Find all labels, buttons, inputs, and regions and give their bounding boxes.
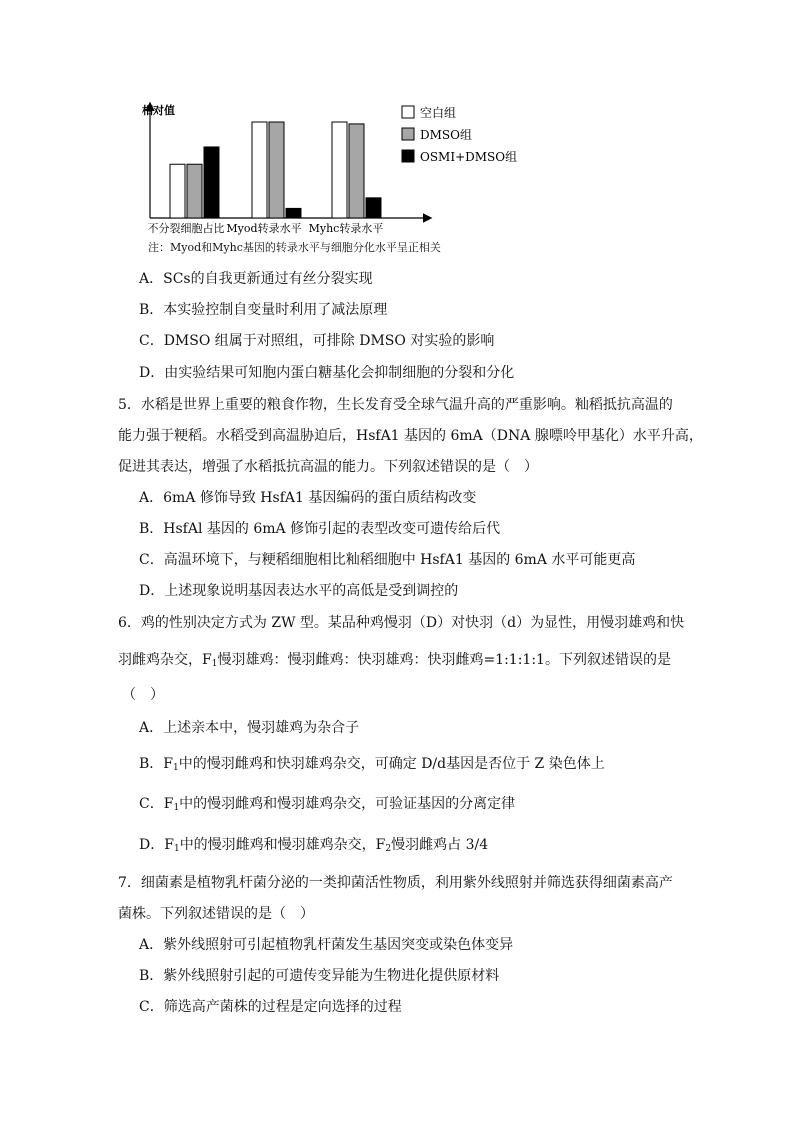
q7-stem-2: 菌株。下列叙述错误的是（ ） xyxy=(118,906,314,922)
q5-option-c: C．高温环境下，与粳稻细胞相比籼稻细胞中 HsfA1 基因的 6mA 水平可能更高 xyxy=(139,552,636,568)
legend-label: DMSO组 xyxy=(420,128,472,142)
bar-1-2 xyxy=(252,122,267,218)
bar-2-2 xyxy=(269,122,284,218)
q4-option-c: C．DMSO 组属于对照组，可排除 DMSO 对实验的影响 xyxy=(139,333,495,349)
legend xyxy=(402,105,517,164)
bar-3-2 xyxy=(286,208,301,218)
bar-3-1 xyxy=(204,147,219,218)
legend-label: OSMI+DMSO组 xyxy=(420,150,518,164)
q5-stem-1: 5．水稻是世界上重要的粮食作物，生长发育受全球气温升高的严重影响。籼稻抵抗高温的 xyxy=(118,397,673,413)
bar-chart xyxy=(140,96,520,238)
x-tick-label: Myhc转录水平 xyxy=(308,222,384,235)
q6-option-d: D．$F_1$中的慢羽雌鸡和慢羽雄鸡杂交，$F_2$慢羽雌鸡占 3/4 xyxy=(139,837,489,854)
q7-option-b: B．紫外线照射引起的可遗传变异能为生物进化提供原材料 xyxy=(139,968,500,984)
x-tick-labels xyxy=(148,221,384,235)
chart-note: 注：Myod和Myhc基因的转录水平与细胞分化水平呈正相关 xyxy=(148,241,441,254)
q4-option-b: B．本实验控制自变量时利用了减法原理 xyxy=(139,302,388,318)
bar-3-3 xyxy=(366,198,381,218)
q5-stem-3: 促进其表达，增强了水稻抵抗高温的能力。下列叙述错误的是（ ） xyxy=(118,459,538,475)
x-tick-label: 不分裂细胞占比 xyxy=(147,222,225,235)
q7-option-a: A．紫外线照射可引起植物乳杆菌发生基因突变或染色体变异 xyxy=(139,937,514,953)
q4-option-d: D．由实验结果可知胞内蛋白糖基化会抑制细胞的分裂和分化 xyxy=(139,365,515,381)
q6-stem-1: 6．鸡的性别决定方式为 ZW 型。某品种鸡慢羽（D）对快羽（d）为显性，用慢羽雄鸡和快 xyxy=(118,615,685,631)
q6-option-a: A．上述亲本中，慢羽雄鸡为杂合子 xyxy=(139,720,360,736)
q5-option-d: D．上述现象说明基因表达水平的高低是受到调控的 xyxy=(139,583,459,599)
bar-2-1 xyxy=(187,164,202,218)
q7-option-c: C．筛选高产菌株的过程是定向选择的过程 xyxy=(139,999,402,1015)
q6-option-b: B．$F_1$中的慢羽雌鸡和快羽雄鸡杂交，可确定 D/d基因是否位于 Z 染色体上 xyxy=(139,756,605,773)
q5-option-a: A．6mA 修饰导致 HsfA1 基因编码的蛋白质结构改变 xyxy=(139,490,477,506)
x-tick-label: Myod转录水平 xyxy=(226,222,302,235)
bars xyxy=(170,122,381,218)
q5-option-b: B．HsfAl 基因的 6mA 修饰引起的表型改变可遗传给后代 xyxy=(139,521,501,537)
legend-swatch xyxy=(402,150,414,162)
q6-stem-3: （ ） xyxy=(122,687,164,703)
bar-2-3 xyxy=(349,124,364,218)
q7-stem-1: 7．细菌素是植物乳杆菌分泌的一类抑菌活性物质，利用紫外线照射并筛选获得细菌素高产 xyxy=(118,875,673,891)
legend-label: 空白组 xyxy=(420,106,457,120)
legend-swatch xyxy=(402,106,414,118)
y-axis-label: 相对值 xyxy=(142,104,175,117)
q6-stem-2: 羽雌鸡杂交，$F_1$慢羽雄鸡：慢羽雌鸡：快羽雄鸡：快羽雌鸡=1:1:1:1。下列叙述错误的是 xyxy=(118,652,671,669)
q6-option-c: C．$F_1$中的慢羽雌鸡和慢羽雄鸡杂交，可验证基因的分离定律 xyxy=(139,796,516,813)
legend-swatch xyxy=(402,128,414,140)
bar-1-1 xyxy=(170,164,185,218)
q5-stem-2: 能力强于粳稻。水稻受到高温胁迫后，HsfA1 基因的 6mA（DNA 腺嘌呤甲基化）水平升高， xyxy=(118,428,703,444)
q4-option-a: A．SCs的自我更新通过有丝分裂实现 xyxy=(139,271,373,287)
bar-1-3 xyxy=(332,122,347,218)
